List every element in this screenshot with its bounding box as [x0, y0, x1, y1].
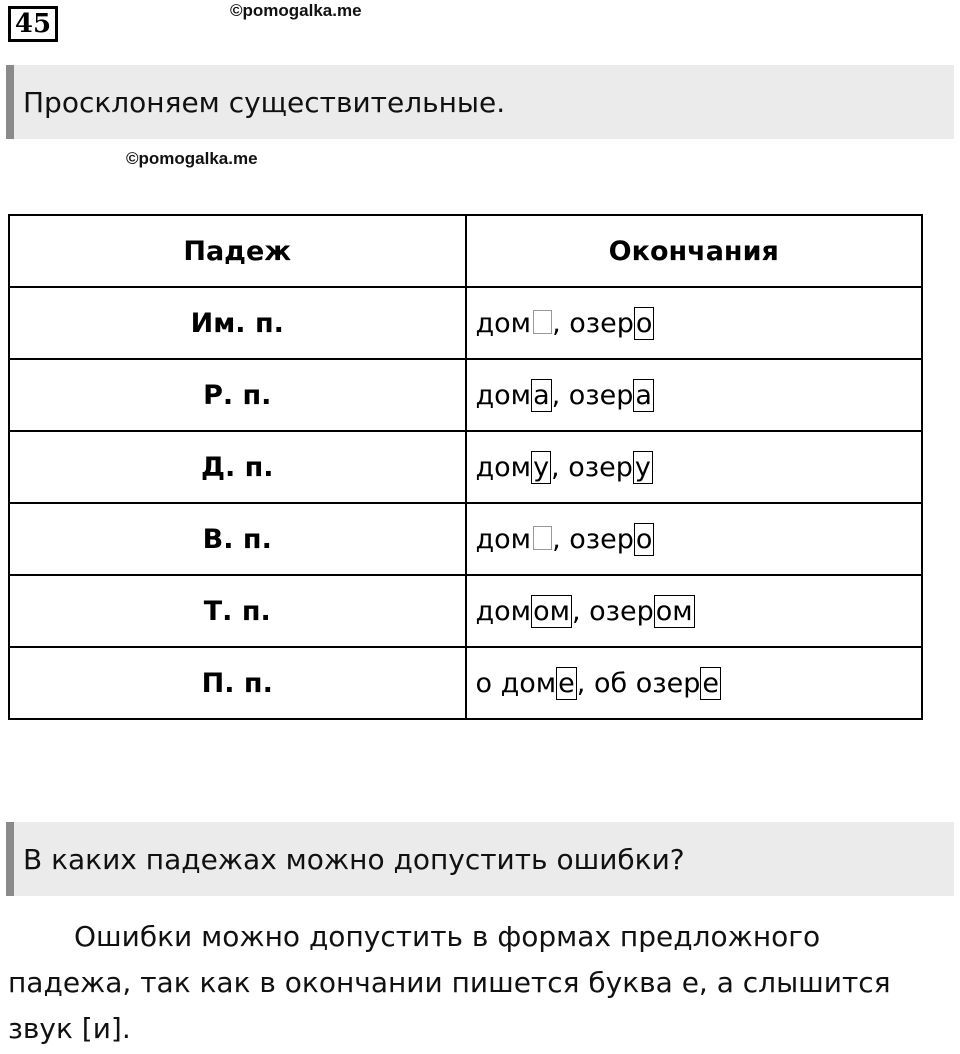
endings-cell [466, 503, 923, 575]
ending-box: а [533, 379, 550, 411]
case-label: Д. п. [9, 431, 466, 503]
null-ending-box [533, 310, 552, 334]
answer-text: Ошибки можно допустить в формах предложного падежа, так как в окончании пишется буква е, а слышится звук [и]. [8, 920, 891, 1045]
ending-box: у [634, 451, 651, 483]
endings-cell [466, 359, 923, 431]
separator: , [551, 451, 569, 483]
case-label: Т. п. [9, 575, 466, 647]
ending-box: е [702, 667, 719, 699]
separator: , [552, 523, 570, 555]
word-stem: озер [635, 667, 701, 699]
word-stem: дом [475, 451, 532, 483]
table-row [9, 575, 922, 647]
table-row [9, 647, 922, 719]
case-label: П. п. [9, 647, 466, 719]
ending-box: ом [655, 595, 693, 627]
ending-box: е [558, 667, 575, 699]
endings-cell [466, 287, 923, 359]
separator: , об [576, 667, 636, 699]
task-banner [6, 65, 954, 139]
case-label: В. п. [9, 503, 466, 575]
ending-box: а [635, 379, 652, 411]
question-banner [6, 822, 954, 896]
case-label: Им. п. [9, 287, 466, 359]
table-row [9, 359, 922, 431]
table-row [9, 503, 922, 575]
watermark: ©pomogalka.me [126, 149, 258, 168]
word-stem: озер [569, 307, 634, 339]
declension-table [8, 214, 923, 720]
question-text: В каких падежах можно допустить ошибки? [23, 842, 685, 876]
endings-cell [466, 431, 923, 503]
watermark: ©pomogalka.me [230, 1, 362, 20]
word-stem: дом [475, 379, 532, 411]
task-text: Просклоняем существительные. [23, 85, 506, 119]
ending-box: ом [533, 595, 570, 627]
ending-box: о [635, 307, 653, 339]
endings-cell [466, 647, 923, 719]
separator: , [571, 595, 590, 627]
word-stem: озер [569, 523, 634, 555]
word-stem: дом [475, 523, 532, 555]
word-stem: озер [568, 379, 634, 411]
ending-box: о [635, 523, 653, 555]
case-label: Р. п. [9, 359, 466, 431]
word-stem: озер [589, 595, 654, 627]
header-endings: Окончания [466, 215, 923, 287]
null-ending-box [533, 526, 552, 550]
separator: , [552, 307, 570, 339]
endings-cell [466, 575, 923, 647]
ending-box: у [533, 451, 550, 483]
header-case: Падеж [9, 215, 466, 287]
word-stem: озер [568, 451, 633, 483]
word-stem: дом [475, 307, 532, 339]
table-header-row [9, 215, 922, 287]
word-stem: о дом [475, 667, 557, 699]
word-stem: дом [475, 595, 532, 627]
exercise-number: 45 [8, 6, 58, 42]
table-row [9, 287, 922, 359]
table-row [9, 431, 922, 503]
separator: , [551, 379, 569, 411]
